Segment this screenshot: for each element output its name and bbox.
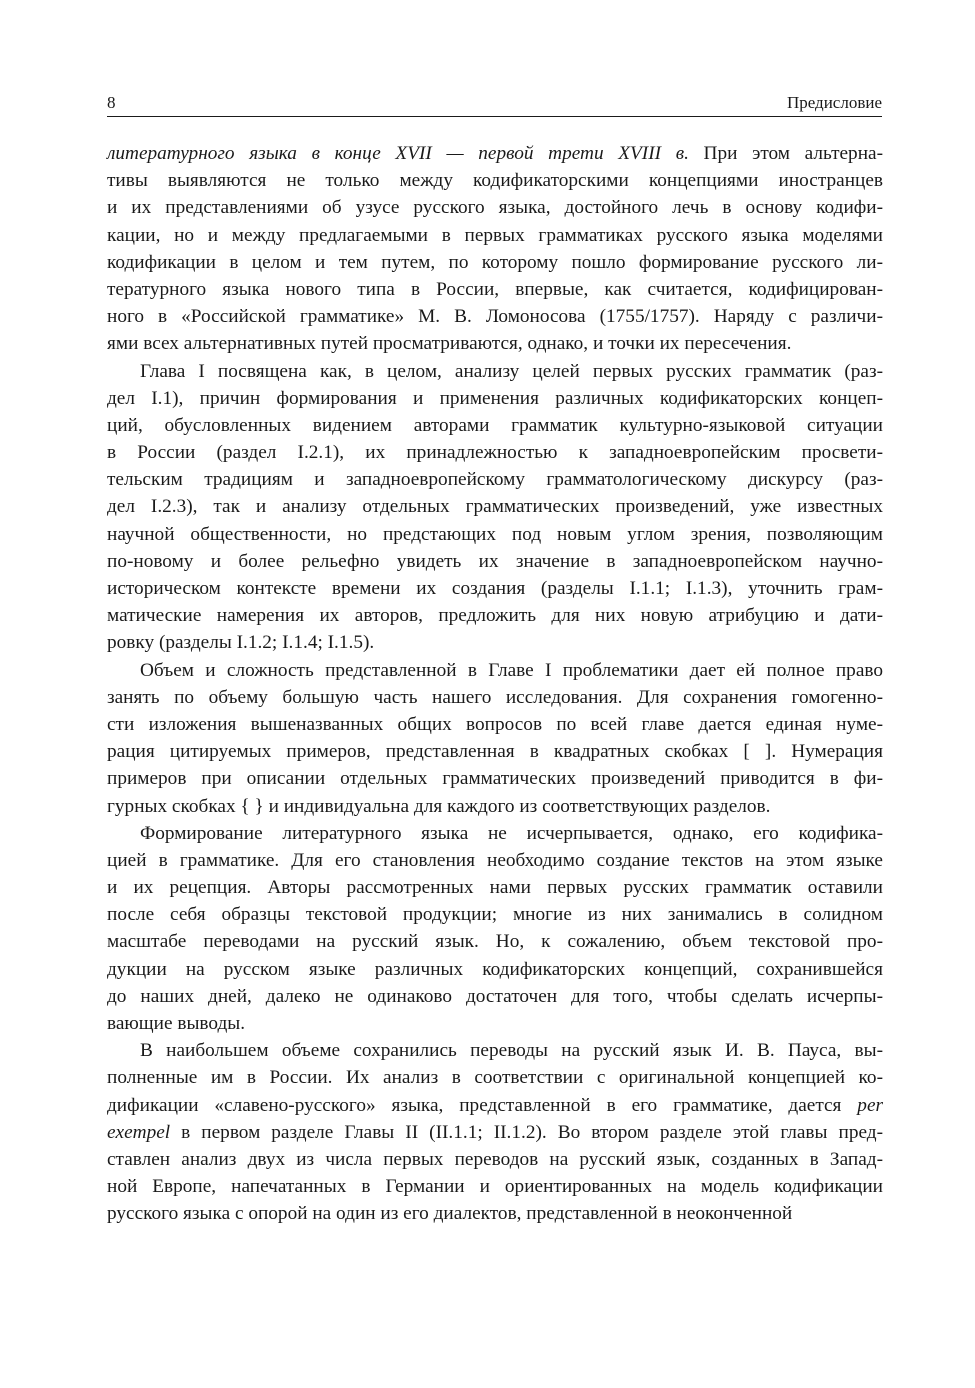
plain-text: дукции на русском языке различных кодификаторских концепций, сохранившейся [107,958,883,980]
plain-text: ровку (разделы I.1.2; I.1.4; I.1.5). [107,632,375,654]
text-line [107,657,883,684]
plain-text: тивы выявляются не только между кодификаторскими концепциями иностранцев [107,170,883,192]
text-line [107,276,883,303]
plain-text: после себя образцы текстовой продукции; многие из них занимались в солидном [107,904,883,926]
plain-text: Объем и сложность представленной в Главе I проблематики дает ей полное право [140,659,883,681]
text-line [107,1200,883,1227]
plain-text: тературного языка нового типа в России, впервые, как считается, кодифицирован- [107,278,883,300]
italic-text: exempel [107,1121,171,1143]
body-text [107,140,883,1228]
plain-text: научной общественности, но предстающих под новым углом зрения, позволяющим [107,523,883,545]
text-line [107,493,883,520]
text-line [107,983,883,1010]
plain-text: историческом контексте времени их создания (разделы I.1.1; I.1.3), уточнить грам- [107,578,883,599]
plain-text: матические намерения их авторов, предложить для них новую атрибуцию и дати- [107,605,883,627]
text-line [107,629,883,656]
text-line [107,194,883,221]
text-line [107,385,883,412]
text-line [107,466,883,493]
plain-text: ями всех альтернативных путей просматриваются, однако, и точки их пересечения. [107,333,792,355]
text-line [107,1173,883,1200]
running-head [107,90,882,117]
text-line [107,412,883,439]
text-line [107,956,883,983]
page-number: 8 [107,93,116,112]
plain-text: до наших дней, далеко не одинаково достаточен для того, чтобы сделать исчерпы- [107,985,883,1007]
text-line [107,928,883,955]
plain-text: ного в «Российской грамматике» М. В. Ломоносова (1755/1757). Наряду с различи- [107,306,883,328]
plain-text: масштабе переводами на русский язык. Но, к сожалению, объем текстовой про- [107,931,883,953]
plain-text: цией в грамматике. Для его становления необходимо создание текстов на этом языке [107,849,883,871]
text-line [107,330,883,357]
text-line [107,303,883,330]
italic-text: per [857,1094,883,1116]
text-line [107,738,883,765]
plain-text: полненные им в России. Их анализ в соответствии с оригинальной концепцией ко- [107,1067,883,1089]
text-line [107,847,883,874]
text-line [107,575,883,602]
plain-text: В наибольшем объеме сохранились переводы на русский язык И. В. Пауса, вы- [140,1040,883,1062]
plain-text: в первом разделе Главы II (II.1.1; II.1.2). Во втором разделе этой главы пред- [170,1121,883,1143]
italic-text: литературного языка в конце XVII — первой трети XVIII в. [107,143,689,164]
text-line [107,684,883,711]
text-line [107,521,883,548]
text-line [107,439,883,466]
section-title: Предисловие [786,93,882,112]
plain-text: ставлен анализ двух из числа первых переводов на русский язык, созданных в Запад- [107,1148,883,1170]
text-line [107,1119,883,1146]
plain-text: вающие выводы. [107,1013,246,1034]
plain-text: Формирование литературного языка не исчерпывается, однако, его кодифика- [140,822,883,844]
text-line [107,358,883,385]
plain-text: русского языка с опорой на один из его диалектов, представленной в неоконченной [107,1203,793,1225]
paragraph [107,358,883,657]
text-line [107,140,883,167]
text-line [107,901,883,928]
plain-text: дел I.1), причин формирования и применения различных кодификаторских концеп- [107,387,883,409]
text-line [107,1092,883,1119]
plain-text: ной Европе, напечатанных в Германии и ориентированных на модель кодификации [107,1176,883,1198]
text-line [107,765,883,792]
paragraph [107,657,883,820]
paragraph [107,140,883,358]
plain-text: и их рецепция. Авторы рассмотренных нами первых русских грамматик оставили [107,877,883,899]
plain-text: сти изложения вышеназванных общих вопросов по всей главе дается единая нуме- [107,713,883,735]
plain-text: дификации «славено-русского» языка, представленной в его грамматике, дается [107,1094,858,1116]
text-line [107,1037,883,1064]
plain-text: кации, но и между предлагаемыми в первых грамматиках русского языка моделями [107,224,883,246]
text-line [107,167,883,194]
plain-text: примеров при описании отдельных грамматических произведений приводится в фи- [107,768,883,790]
plain-text: гурных скобках { } и индивидуальна для каждого из соответствующих разделов. [107,795,771,817]
text-line [107,1064,883,1091]
plain-text: дел I.2.3), так и анализу отдельных грамматических произведений, уже известных [107,496,883,518]
plain-text: и их представлениями об узусе русского языка, достойного лечь в основу кодифи- [107,197,883,219]
text-line [107,820,883,847]
plain-text: занять по объему большую часть нашего исследования. Для сохранения гомогенно- [107,686,883,708]
plain-text: тельским традициям и западноевропейскому грамматологическому дискурсу (раз- [107,469,883,491]
text-line [107,602,883,629]
plain-text: ций, обусловленных видением авторами грамматик культурно-языковой ситуации [107,414,883,436]
text-line [107,874,883,901]
text-line [107,249,883,276]
text-line [107,793,883,820]
plain-text: кодификации в целом и тем путем, по которому пошло формирование русского ли- [107,251,883,273]
paragraph [107,820,883,1038]
text-line [107,1010,883,1037]
plain-text: Глава I посвящена как, в целом, анализу целей первых русских грамматик (раз- [140,360,883,382]
text-line [107,548,883,575]
text-line [107,711,883,738]
text-line [107,1146,883,1173]
paragraph [107,1037,883,1227]
plain-text: по-новому и более рельефно увидеть их значение в западноевропейском научно- [107,550,883,572]
plain-text: рация цитируемых примеров, представленная в квадратных скобках [ ]. Нумерация [107,741,883,763]
text-line [107,222,883,249]
plain-text: При этом альтерна- [688,143,883,164]
plain-text: в России (раздел I.2.1), их принадлежностью к западноевропейским просвети- [107,442,883,464]
